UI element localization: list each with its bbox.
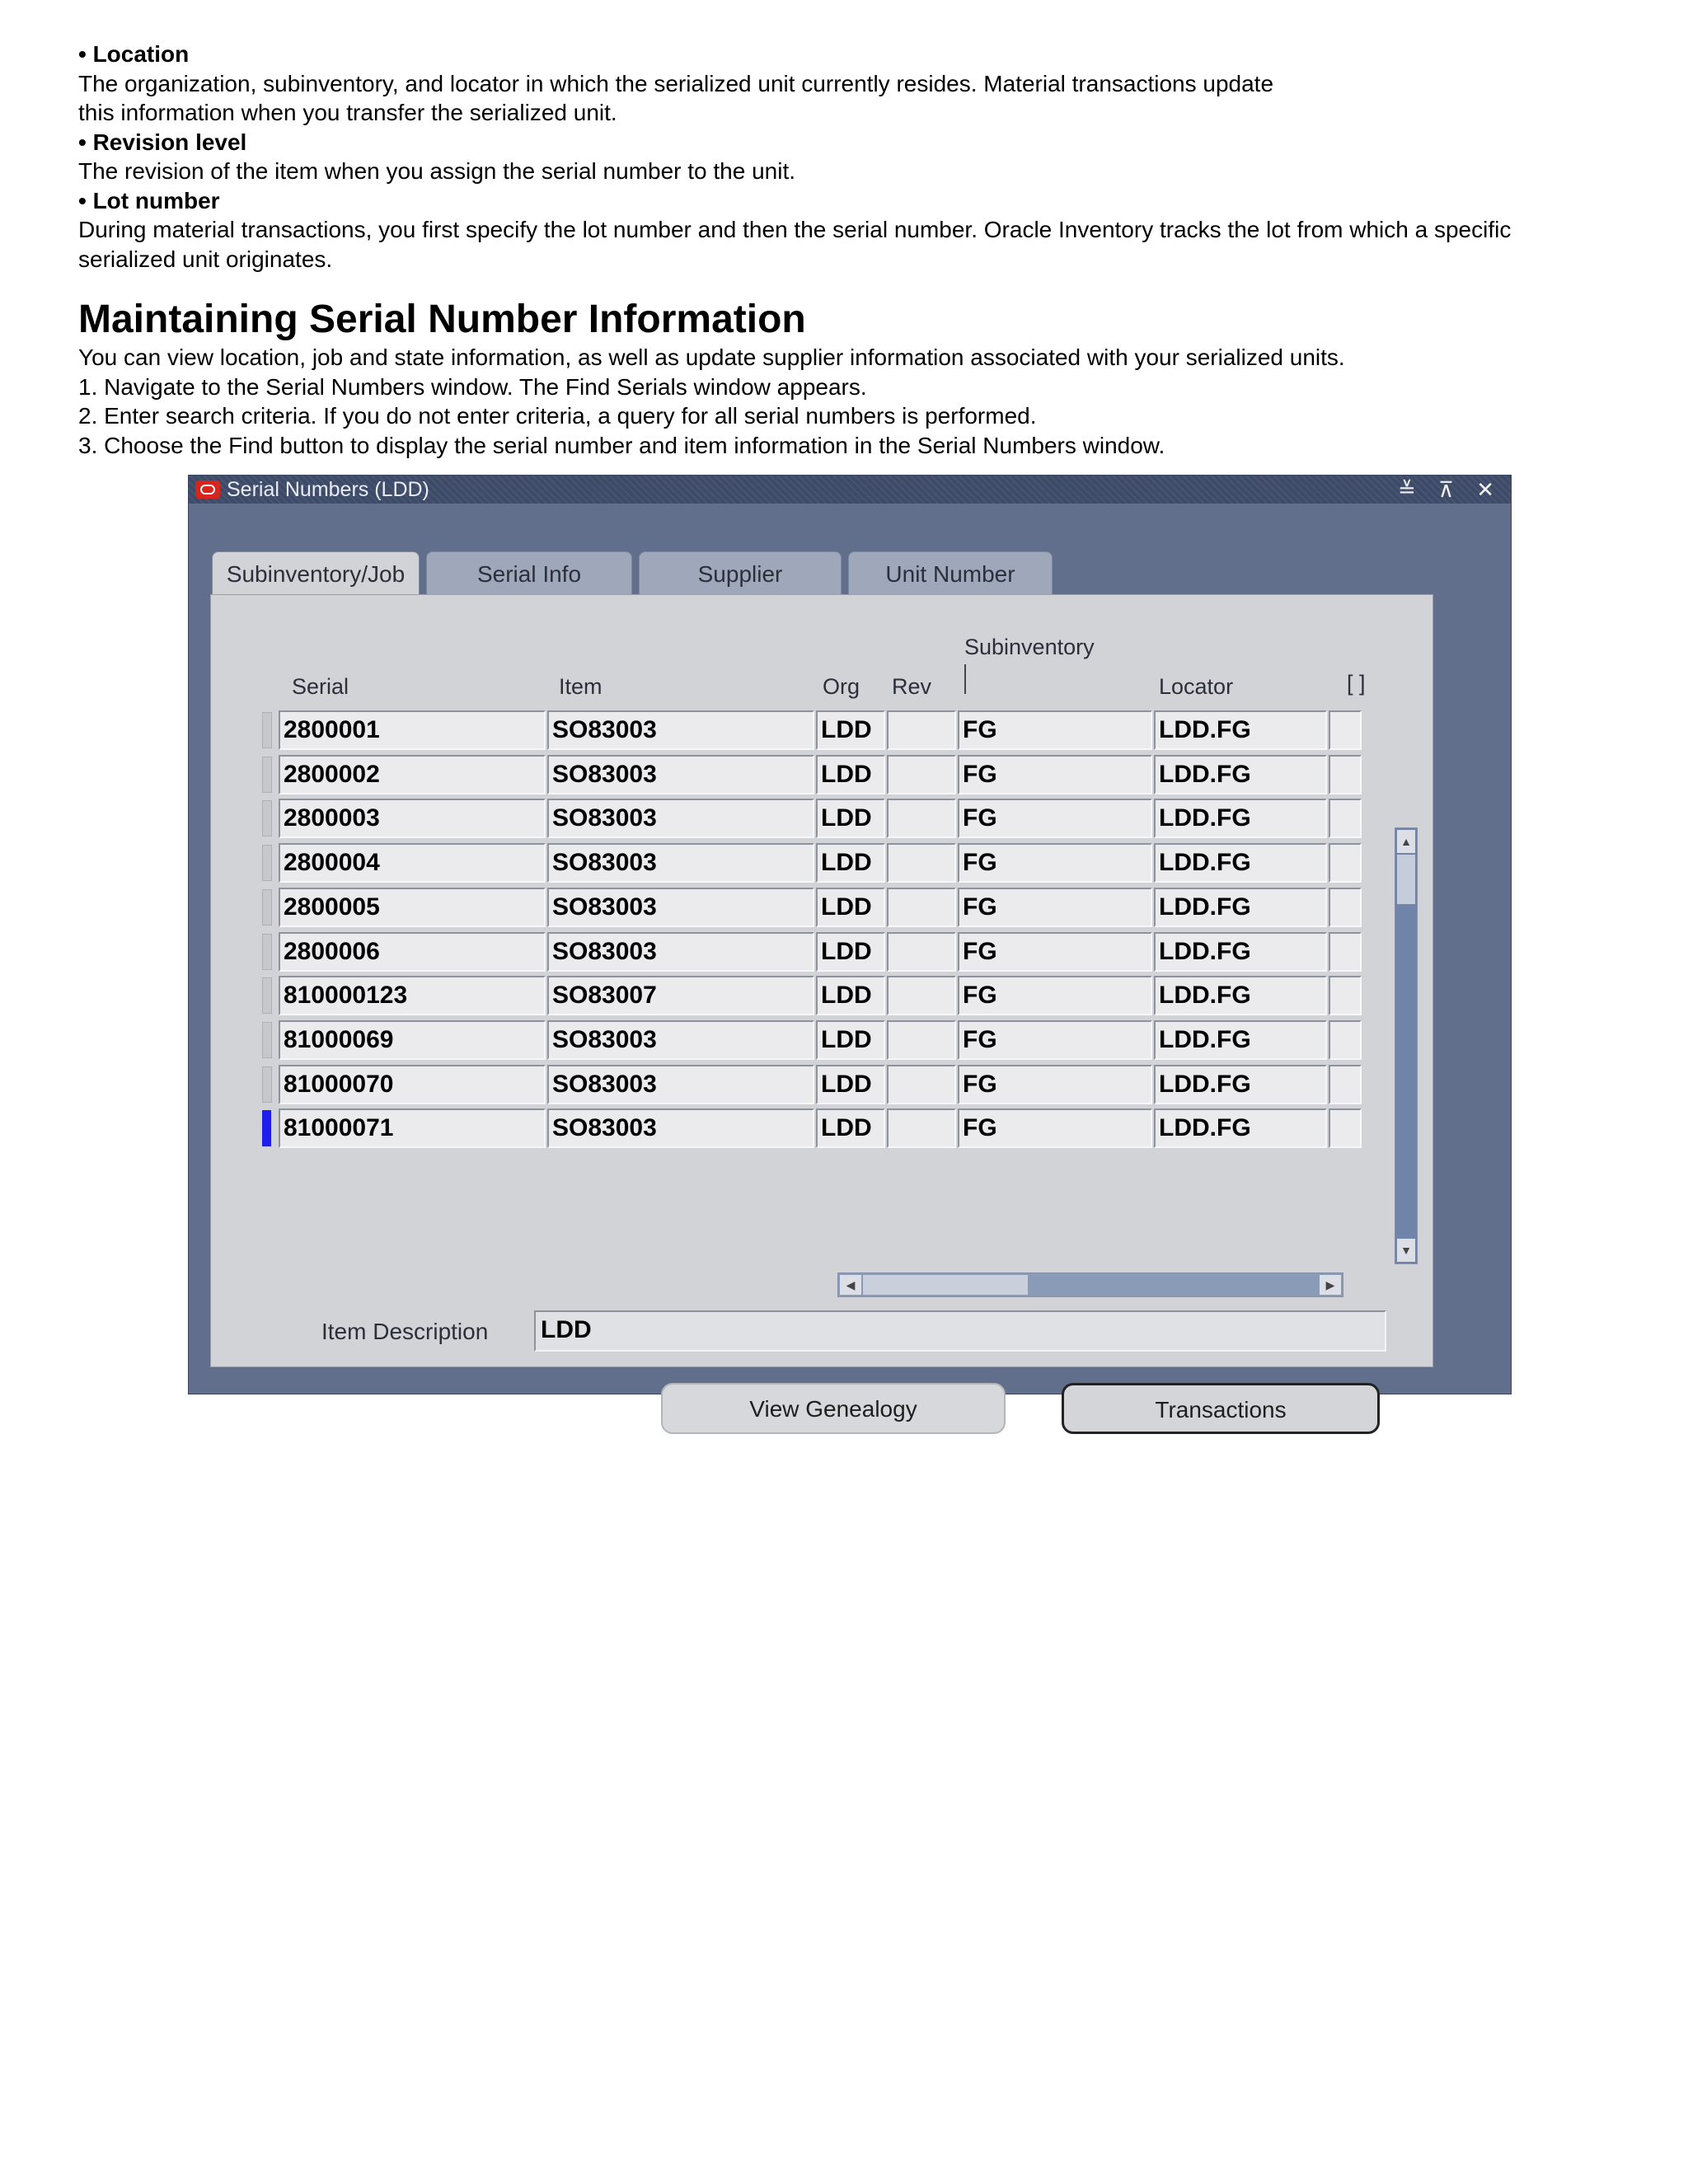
tab-panel <box>210 594 1433 1422</box>
window-title: Serial Numbers (LDD) <box>227 478 429 501</box>
cell-serial[interactable]: 2800001 <box>279 710 546 750</box>
horizontal-scrollbar[interactable] <box>837 1272 1343 1297</box>
row-selector[interactable] <box>262 757 272 793</box>
row-selector[interactable] <box>262 889 272 926</box>
cell-flex[interactable] <box>1329 755 1362 794</box>
lot-text-2: serialized unit originates. <box>78 246 333 272</box>
oracle-logo-icon <box>195 480 220 499</box>
cell-sub[interactable]: FG <box>958 799 1152 838</box>
cell-flex[interactable] <box>1329 799 1362 838</box>
cell-sub[interactable]: FG <box>958 1065 1152 1104</box>
cell-item[interactable]: SO83003 <box>547 1020 814 1060</box>
col-header-item: Item <box>559 674 603 699</box>
cell-rev[interactable] <box>887 843 956 883</box>
cell-flex[interactable] <box>1329 1065 1362 1104</box>
col-header-locator: Locator <box>1159 674 1234 699</box>
cell-item[interactable]: SO83003 <box>547 799 814 838</box>
cell-org[interactable]: LDD <box>816 843 885 883</box>
cell-serial[interactable]: 2800006 <box>279 932 546 972</box>
tab-serial-info[interactable]: Serial Info <box>426 551 632 594</box>
revision-text: The revision of the item when you assign the serial number to the unit. <box>78 158 796 184</box>
cell-item[interactable]: SO83007 <box>547 976 814 1015</box>
cell-rev[interactable] <box>887 710 956 750</box>
col-header-subinventory: Subinventory <box>964 635 1095 659</box>
document-body <box>78 40 1644 460</box>
scroll-thumb-horizontal[interactable] <box>863 1275 1028 1295</box>
location-text-2: this information when you transfer the serialized unit. <box>78 100 617 125</box>
cell-serial[interactable]: 2800004 <box>279 843 546 883</box>
cell-flex[interactable] <box>1329 710 1362 750</box>
transactions-button[interactable]: Transactions <box>1062 1383 1380 1434</box>
cell-loc[interactable]: LDD.FG <box>1154 710 1327 750</box>
cell-sub[interactable]: FG <box>958 888 1152 927</box>
cell-loc[interactable]: LDD.FG <box>1154 843 1327 883</box>
cell-flex[interactable] <box>1329 843 1362 883</box>
row-selector[interactable] <box>262 800 272 837</box>
cell-sub[interactable]: FG <box>958 932 1152 972</box>
lot-heading: • Lot number <box>78 187 220 213</box>
cell-sub[interactable]: FG <box>958 843 1152 883</box>
cell-serial[interactable]: 2800002 <box>279 755 546 794</box>
serial-numbers-window <box>188 475 1512 1422</box>
row-selector[interactable] <box>262 712 272 748</box>
cell-serial[interactable]: 2800003 <box>279 799 546 838</box>
title-bar[interactable] <box>189 476 1511 504</box>
cell-serial[interactable]: 81000069 <box>279 1020 546 1060</box>
row-selector[interactable] <box>262 1022 272 1058</box>
cell-flex[interactable] <box>1329 976 1362 1015</box>
col-header-org: Org <box>823 674 860 699</box>
cell-loc[interactable]: LDD.FG <box>1154 888 1327 927</box>
cell-sub[interactable]: FG <box>958 710 1152 750</box>
col-header-flex[interactable]: [ ] <box>1347 671 1366 696</box>
row-selector[interactable] <box>262 977 272 1014</box>
cell-loc[interactable]: LDD.FG <box>1154 932 1327 972</box>
cell-item[interactable]: SO83003 <box>547 1108 814 1148</box>
cell-item[interactable]: SO83003 <box>547 755 814 794</box>
step-1: 1. Navigate to the Serial Numbers window. The Find Serials window appears. <box>78 373 867 400</box>
row-selector[interactable] <box>262 934 272 970</box>
section-title: Maintaining Serial Number Information <box>78 298 806 341</box>
cell-loc[interactable]: LDD.FG <box>1154 799 1327 838</box>
cell-rev[interactable] <box>887 932 956 972</box>
scroll-thumb[interactable] <box>1397 855 1415 904</box>
cell-sub[interactable]: FG <box>958 1108 1152 1148</box>
window-control-icons[interactable]: ≚ ⊼ ✕ <box>1397 477 1503 502</box>
cell-flex[interactable] <box>1329 932 1362 972</box>
cell-flex[interactable] <box>1329 1108 1362 1148</box>
row-selector[interactable] <box>262 1110 271 1146</box>
cell-sub[interactable]: FG <box>958 1020 1152 1060</box>
cell-flex[interactable] <box>1329 888 1362 927</box>
cell-loc[interactable]: LDD.FG <box>1154 1065 1327 1104</box>
cell-org[interactable]: LDD <box>816 755 885 794</box>
column-divider <box>964 664 966 694</box>
cell-org[interactable]: LDD <box>816 1108 885 1148</box>
cell-serial[interactable]: 810000123 <box>279 976 546 1015</box>
revision-heading: • Revision level <box>78 129 247 155</box>
tab-unit-number[interactable]: Unit Number <box>848 551 1053 594</box>
cell-org[interactable]: LDD <box>816 888 885 927</box>
scroll-right-icon[interactable]: ▶ <box>1320 1275 1341 1295</box>
cell-serial[interactable]: 81000070 <box>279 1065 546 1104</box>
step-3: 3. Choose the Find button to display the serial number and item information in the Serial Numbers window. <box>78 432 1165 458</box>
step-2: 2. Enter search criteria. If you do not enter criteria, a query for all serial numbers is performed. <box>78 403 1037 429</box>
scroll-down-icon[interactable]: ▼ <box>1397 1239 1415 1262</box>
cell-org[interactable]: LDD <box>816 799 885 838</box>
cell-rev[interactable] <box>887 1020 956 1060</box>
cell-flex[interactable] <box>1329 1020 1362 1060</box>
cell-loc[interactable]: LDD.FG <box>1154 1108 1327 1148</box>
cell-serial[interactable]: 2800005 <box>279 888 546 927</box>
cell-item[interactable]: SO83003 <box>547 710 814 750</box>
vertical-scrollbar[interactable] <box>1395 827 1418 1264</box>
cell-rev[interactable] <box>887 799 956 838</box>
cell-rev[interactable] <box>887 888 956 927</box>
cell-loc[interactable]: LDD.FG <box>1154 1020 1327 1060</box>
cell-org[interactable]: LDD <box>816 932 885 972</box>
cell-serial[interactable]: 81000071 <box>279 1108 546 1148</box>
cell-loc[interactable]: LDD.FG <box>1154 755 1327 794</box>
cell-rev[interactable] <box>887 1108 956 1148</box>
row-selector[interactable] <box>262 845 272 881</box>
cell-rev[interactable] <box>887 976 956 1015</box>
item-description-label: Item Description <box>321 1319 489 1344</box>
cell-sub[interactable]: FG <box>958 976 1152 1015</box>
cell-org[interactable]: LDD <box>816 1020 885 1060</box>
cell-org[interactable]: LDD <box>816 1065 885 1104</box>
cell-item[interactable]: SO83003 <box>547 932 814 972</box>
cell-item[interactable]: SO83003 <box>547 843 814 883</box>
tab-supplier[interactable]: Supplier <box>639 551 842 594</box>
tab-subinventory-job[interactable]: Subinventory/Job <box>212 551 420 598</box>
row-selector[interactable] <box>262 1066 272 1103</box>
cell-org[interactable]: LDD <box>816 710 885 750</box>
cell-rev[interactable] <box>887 1065 956 1104</box>
cell-item[interactable]: SO83003 <box>547 888 814 927</box>
cell-loc[interactable]: LDD.FG <box>1154 976 1327 1015</box>
intro-text: You can view location, job and state information, as well as update supplier information associated with your serialized units. <box>78 344 1345 370</box>
item-description-field[interactable]: LDD <box>534 1310 1386 1352</box>
view-genealogy-button[interactable]: View Genealogy <box>661 1383 1006 1434</box>
location-heading: • Location <box>78 41 190 67</box>
cell-sub[interactable]: FG <box>958 755 1152 794</box>
scroll-left-icon[interactable]: ◀ <box>840 1275 861 1295</box>
col-header-rev: Rev <box>892 674 932 699</box>
cell-rev[interactable] <box>887 755 956 794</box>
col-header-serial: Serial <box>292 674 349 699</box>
lot-text-1: During material transactions, you first specify the lot number and then the serial number. Oracle Inventory tracks the lot from which a specific <box>78 217 1512 242</box>
location-text-1: The organization, subinventory, and locator in which the serialized unit currently resides. Material transactions update <box>78 70 1274 96</box>
scroll-up-icon[interactable]: ▲ <box>1397 830 1415 853</box>
cell-item[interactable]: SO83003 <box>547 1065 814 1104</box>
cell-org[interactable]: LDD <box>816 976 885 1015</box>
